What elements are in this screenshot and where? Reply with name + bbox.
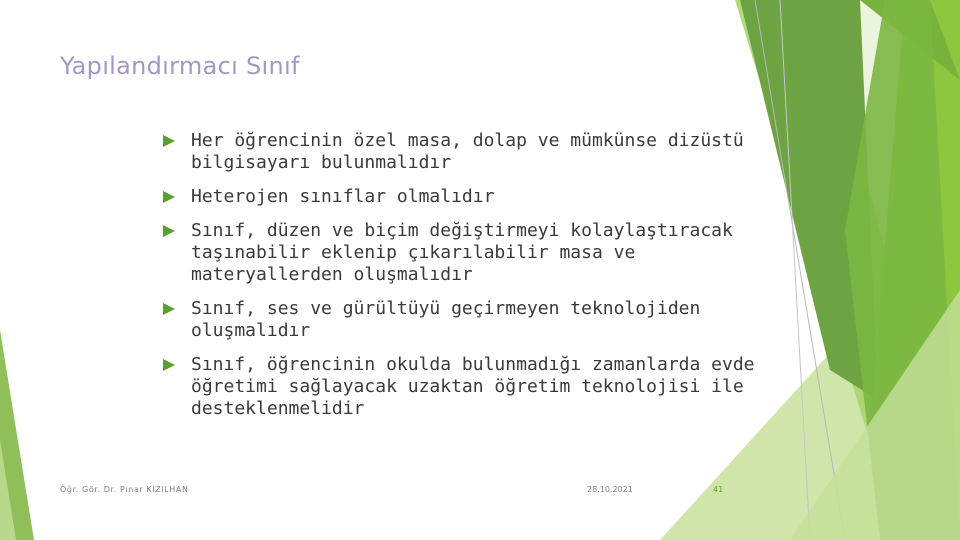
page-number: 41 [713, 485, 724, 494]
green-arrow-icon [163, 135, 175, 147]
bullet-item [163, 220, 783, 286]
bullet-text: Sınıf, ses ve gürültüyü geçirmeyen teknolojiden oluşmalıdır [191, 298, 701, 341]
bullet-text: Sınıf, düzen ve biçim değiştirmeyi kolaylaştıracak taşınabilir eklenip çıkarılabilir masa ve materyallerden oluşmalıdır [191, 220, 733, 285]
slide-title: Yapılandırmacı Sınıf [60, 52, 300, 80]
green-arrow-icon [163, 225, 175, 237]
bullet-item [163, 130, 783, 174]
bullet-item [163, 354, 783, 420]
bullet-item [163, 298, 783, 342]
bullet-list [163, 130, 783, 432]
bullet-text: Her öğrencinin özel masa, dolap ve mümkünse dizüstü bilgisayarı bulunmalıdır [191, 130, 744, 173]
bullet-item [163, 186, 783, 208]
bullet-text: Sınıf, öğrencinin okulda bulunmadığı zamanlarda evde öğretimi sağlayacak uzaktan öğretim teknolojisi ile desteklenmelidir [191, 354, 755, 419]
green-arrow-icon [163, 191, 175, 203]
bullet-text: Heterojen sınıflar olmalıdır [191, 186, 495, 207]
green-arrow-icon [163, 303, 175, 315]
green-arrow-icon [163, 359, 175, 371]
footer-date: 28.10.2021 [587, 485, 633, 494]
footer-author: Öğr. Gör. Dr. Pınar KIZILHAN [60, 485, 189, 494]
